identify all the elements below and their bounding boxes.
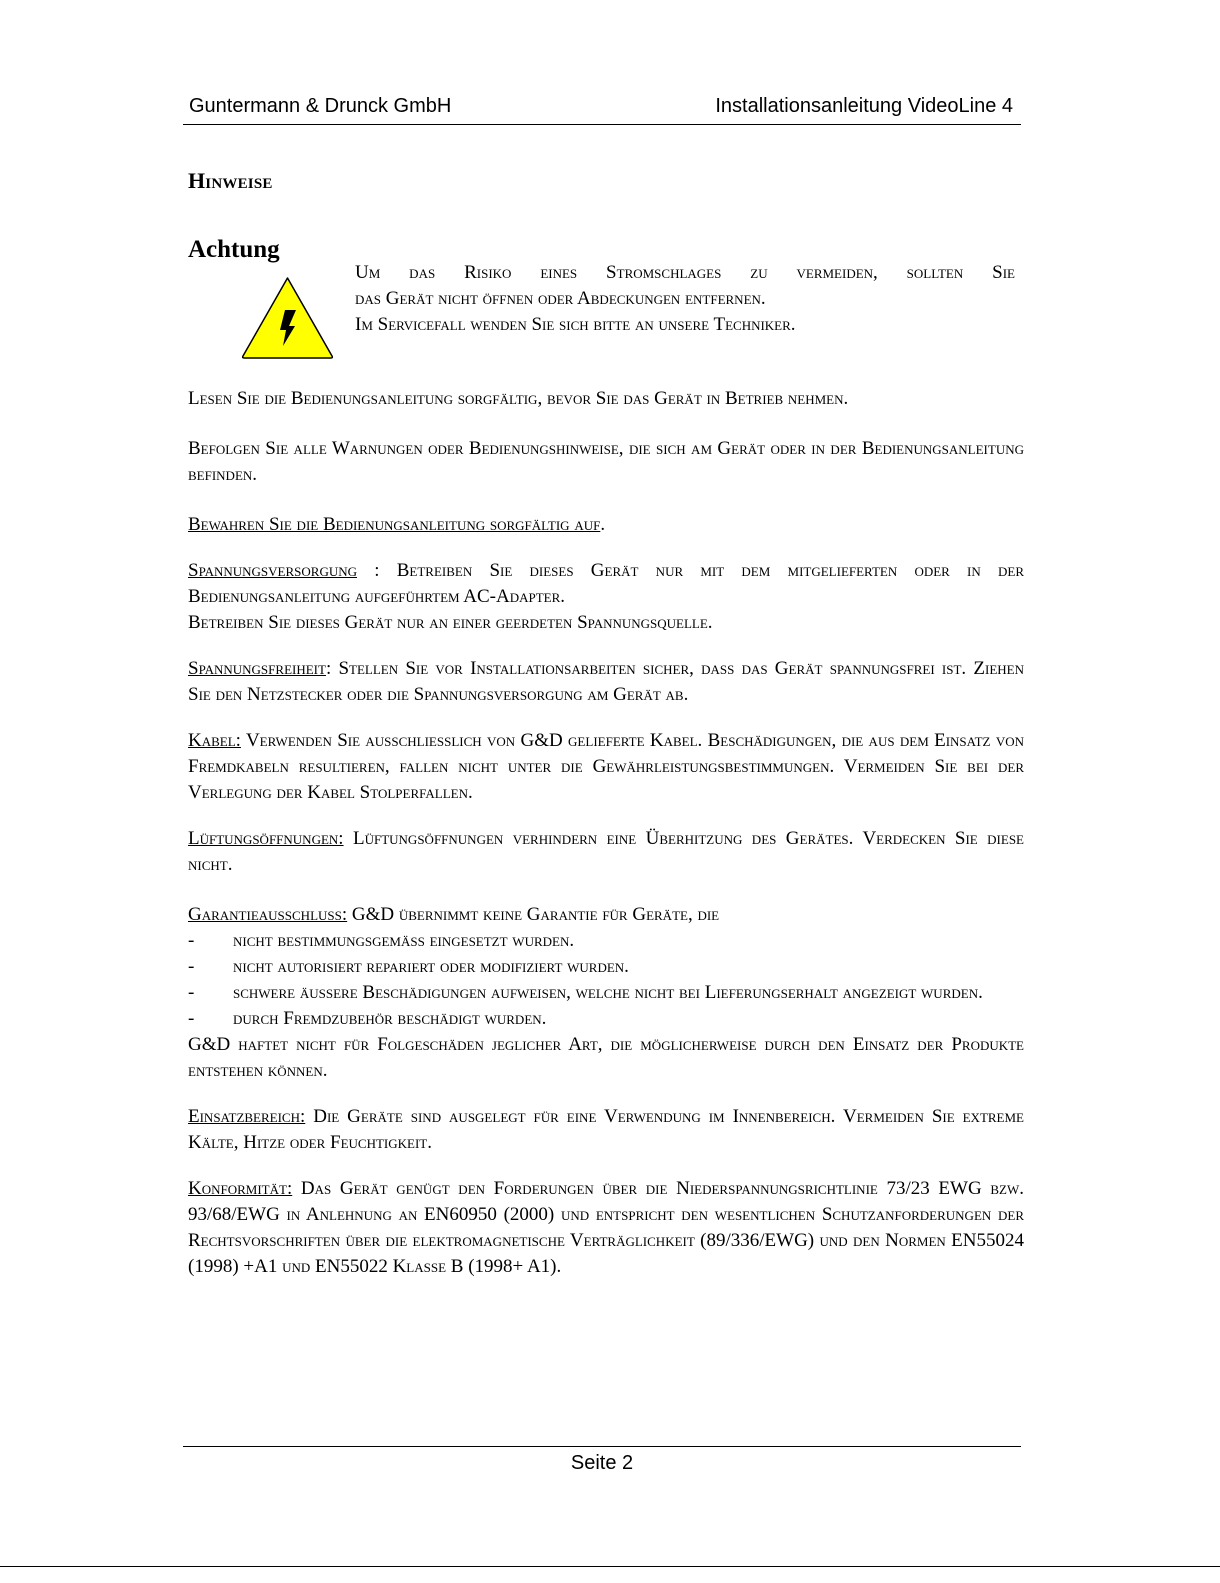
list-item: - schwere äußere Beschädigungen aufweisen, welche nicht bei Lieferungserhalt angezeigt wurden. xyxy=(188,980,1024,1006)
high-voltage-warning-icon xyxy=(240,276,335,360)
lueftung-text: Lüftungsöffnungen verhindern eine Überhitzung des Gerätes. Verdecken Sie diese nicht. xyxy=(188,828,1024,875)
note-lueftung xyxy=(188,826,1024,878)
garantie-text: G&D übernimmt keine Garantie für Geräte, die xyxy=(347,904,720,925)
note-einsatzbereich xyxy=(188,1104,1024,1156)
warning-text xyxy=(355,260,1015,338)
header-company: Guntermann & Drunck GmbH xyxy=(189,95,452,117)
note-kabel xyxy=(188,728,1024,806)
list-item: - nicht bestimmungsgemäß eingesetzt wurden. xyxy=(188,928,1024,954)
kabel-label: Kabel: xyxy=(188,730,241,751)
bottom-divider xyxy=(0,1566,1220,1567)
achtung-title: Achtung xyxy=(188,236,280,263)
konformitaet-text: Das Gerät genügt den Forderungen über die Niederspannungsrichtlinie 73/23 EWG bzw. 93/68/EWG in Anlehnung an EN60950 (2000) und entspricht den wesentlichen Schutzanforderungen der Rechtsvorschriften über die elektromagnetische Verträglichkeit (89/336/EWG) und den Normen EN55024 (1998) +A1 und EN55022 Klasse B (1998+ A1). xyxy=(188,1178,1024,1277)
note-konformitaet xyxy=(188,1176,1024,1280)
warning-line-1: Um das Risiko eines Stromschlages zu vermeiden, sollten Sie xyxy=(355,262,1015,283)
note-spannungsfreiheit xyxy=(188,656,1024,708)
einsatz-label: Einsatzbereich: xyxy=(188,1106,306,1127)
warning-block xyxy=(188,262,1024,366)
section-title: Hinweise xyxy=(188,168,273,193)
page-content xyxy=(188,168,1024,1280)
header-doc-title: Installationsanleitung VideoLine 4 xyxy=(715,95,1013,117)
note-lesen: Lesen Sie die Bedienungsanleitung sorgfältig, bevor Sie das Gerät in Betrieb nehmen. xyxy=(188,388,849,409)
note-haftung: G&D haftet nicht für Folgeschäden jeglicher Art, die möglicherweise durch den Einsatz der Produkte entstehen können. xyxy=(188,1034,1024,1081)
note-bewahren xyxy=(188,512,1024,538)
spannungsfreiheit-text: : Stellen Sie vor Installationsarbeiten sicher, daß das Gerät spannungsfrei ist. Ziehen Sie den Netzstecker oder die Spannungsversorgung am Gerät ab. xyxy=(188,658,1024,705)
page-footer xyxy=(183,1446,1021,1475)
note-befolgen: Befolgen Sie alle Warnungen oder Bedienungshinweise, die sich am Gerät oder in der Bedienungsanleitung befinden. xyxy=(188,438,1024,485)
page-number: Seite 2 xyxy=(570,1452,634,1474)
kabel-text: Verwenden Sie ausschließlich von G&D gelieferte Kabel. Beschädigungen, die aus dem Einsatz von Fremdkabeln resultieren, fallen nicht unter die Gewährleistungsbestimmungen. Vermeiden Sie bei der Verlegung der Kabel Stolperfallen. xyxy=(188,730,1024,803)
note-bewahren-text: Bewahren Sie die Bedienungsanleitung sorgfältig auf xyxy=(188,514,601,535)
page-header xyxy=(183,92,1021,125)
note-garantie xyxy=(188,902,1024,928)
garantie-label: Garantieausschluß: xyxy=(188,904,348,925)
list-item: - durch Fremdzubehör beschädigt wurden. xyxy=(188,1006,1024,1032)
warning-line-2: das Gerät nicht öffnen oder Abdeckungen entfernen. xyxy=(355,288,766,309)
note-spannungsversorgung xyxy=(188,558,1024,610)
warning-line-3: Im Servicefall wenden Sie sich bitte an unsere Techniker. xyxy=(355,314,796,335)
garantie-list xyxy=(188,928,1024,1032)
spannungsversorgung-label: Spannungsversorgung xyxy=(188,560,358,581)
spannungsversorgung-text: : Betreiben Sie dieses Gerät nur mit dem mitgelieferten oder in der Bedienungsanleitung aufgeführtem AC-Adapter. xyxy=(188,560,1024,607)
list-item: - nicht autorisiert repariert oder modifiziert wurden. xyxy=(188,954,1024,980)
einsatz-text: Die Geräte sind ausgelegt für eine Verwendung im Innenbereich. Vermeiden Sie extreme Kälte, Hitze oder Feuchtigkeit. xyxy=(188,1106,1024,1153)
note-bewahren-end: . xyxy=(600,514,606,535)
konformitaet-label: Konformität: xyxy=(188,1178,293,1199)
note-spannungsversorgung-2: Betreiben Sie dieses Gerät nur an einer geerdeten Spannungsquelle. xyxy=(188,612,713,633)
spannungsfreiheit-label: Spannungsfreiheit xyxy=(188,658,326,679)
lueftung-label: Lüftungsöffnungen: xyxy=(188,828,344,849)
